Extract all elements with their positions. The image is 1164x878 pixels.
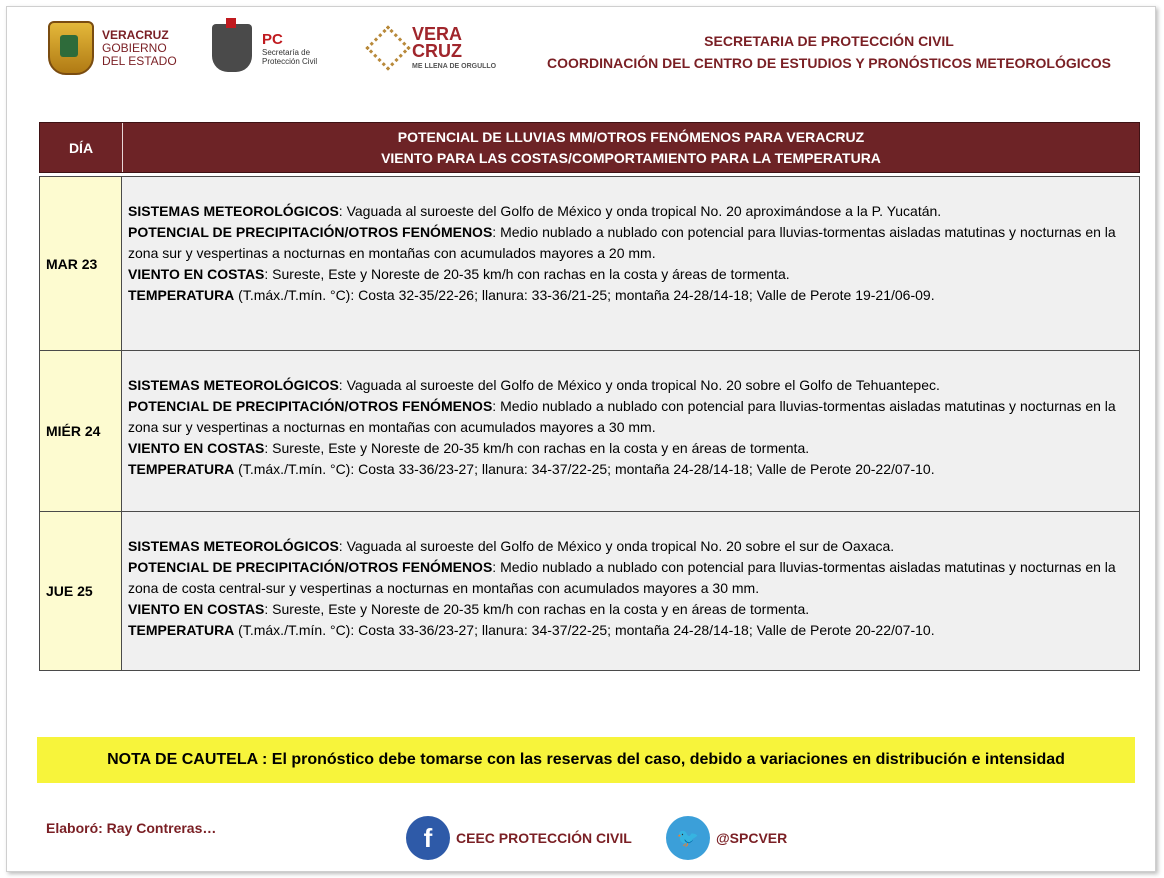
table-row [40,177,1139,351]
precip-label: POTENCIAL DE PRECIPITACIÓN/OTROS FENÓMENOS [128,559,493,575]
precip-text: : Medio nublado a nublado con potencial para lluvias-tormentas aisladas matutinas y nocturnas en la zona sur y vespertinas a nocturnas en montañas con acumulados mayores a 20 mm. [128,224,1116,261]
day-cell: MAR 23 [40,177,122,350]
vc-logo-tagline: ME LLENA DE ORGULLO [412,63,497,70]
table-row [40,351,1139,512]
twitter-label: @SPCVER [716,830,788,846]
systems-text: : Vaguada al suroeste del Golfo de México y onda tropical No. 20 sobre el sur de Oaxaca. [338,538,895,554]
wind-text: : Sureste, Este y Noreste de 20-35 km/h con rachas en la costa y en áreas de tormenta. [264,601,810,617]
wind-label: VIENTO EN COSTAS [128,601,265,617]
veracruz-logo-line1: VERACRUZ [102,27,169,42]
facebook-link[interactable] [406,816,632,860]
veracruz-logo [48,18,177,78]
forecast-table [39,176,1140,671]
author-credit: Elaboró: Ray Contreras… [46,820,217,836]
veracruz-orgullo-logo [372,18,496,78]
caution-note: NOTA DE CAUTELA : El pronóstico debe tomarse con las reservas del caso, debido a variaciones en distribución e intensidad [37,737,1135,783]
forecast-cell [122,177,1139,350]
systems-text: : Vaguada al suroeste del Golfo de México y onda tropical No. 20 aproximándose a la P. Yucatán. [338,203,942,219]
org-line1: SECRETARIA DE PROTECCIÓN CIVIL [704,33,954,49]
table-row [40,512,1139,670]
vc-logo-line2: CRUZ [412,41,462,61]
wind-label: VIENTO EN COSTAS [128,266,265,282]
wind-text: : Sureste, Este y Noreste de 20-35 km/h con rachas en la costa y en áreas de tormenta. [264,440,810,456]
systems-label: SISTEMAS METEOROLÓGICOS [128,203,339,219]
temperature-label: TEMPERATURA [128,622,235,638]
column-header-line1: POTENCIAL DE LLUVIAS MM/OTROS FENÓMENOS PARA VERACRUZ [397,128,865,145]
temperature-text: (T.máx./T.mín. °C): Costa 32-35/22-26; llanura: 33-36/21-25; montaña 24-28/14-18; Valle de Perote 19-21/06-09. [234,287,935,303]
table-header [39,122,1140,173]
wind-label: VIENTO EN COSTAS [128,440,265,456]
systems-label: SISTEMAS METEOROLÓGICOS [128,377,339,393]
precip-label: POTENCIAL DE PRECIPITACIÓN/OTROS FENÓMENOS [128,224,493,240]
org-line2: COORDINACIÓN DEL CENTRO DE ESTUDIOS Y PRONÓSTICOS METEOROLÓGICOS [547,55,1111,71]
column-header-description [123,123,1139,172]
systems-text: : Vaguada al suroeste del Golfo de México y onda tropical No. 20 sobre el Golfo de Tehuantepec. [338,377,940,393]
precip-text: : Medio nublado a nublado con potencial para lluvias-tormentas aisladas matutinas y nocturnas en la zona de costa central-sur y vespertinas a nocturnas en montañas con acumulados mayores a 30 mm. [128,559,1116,596]
precip-text: : Medio nublado a nublado con potencial para lluvias-tormentas aisladas matutinas y nocturnas en la zona sur y vespertinas a nocturnas en montañas con acumulados mayores a 30 mm. [128,398,1116,435]
pc-shield-icon [212,24,252,72]
twitter-icon: 🐦 [666,816,710,860]
column-header-line2: VIENTO PARA LAS COSTAS/COMPORTAMIENTO PARA LA TEMPERATURA [381,149,881,166]
column-header-day: DÍA [40,123,123,172]
veracruz-logo-line3: DEL ESTADO [102,53,177,68]
temperature-text: (T.máx./T.mín. °C): Costa 33-36/23-27; llanura: 34-37/22-25; montaña 24-28/14-18; Valle de Perote 20-22/07-10. [234,622,935,638]
systems-label: SISTEMAS METEOROLÓGICOS [128,538,339,554]
day-cell: JUE 25 [40,512,122,670]
organization-title [547,30,1111,74]
forecast-cell [122,512,1139,670]
proteccion-civil-logo [212,18,317,78]
facebook-icon: f [406,816,450,860]
temperature-text: (T.máx./T.mín. °C): Costa 33-36/23-27; llanura: 34-37/22-25; montaña 24-28/14-18; Valle de Perote 20-22/07-10. [234,461,935,477]
pc-logo-text: PC [262,30,283,48]
vc-logo-line1: VERA [412,24,463,44]
day-cell: MIÉR 24 [40,351,122,511]
coat-of-arms-icon [48,21,94,75]
pc-logo-line2: Protección Civil [262,56,318,66]
veracruz-logo-line2: GOBIERNO [102,40,167,55]
forecast-cell [122,351,1139,511]
pc-logo-line1: Secretaría de [262,47,311,57]
twitter-link[interactable] [666,816,787,860]
pattern-icon [365,25,410,70]
temperature-label: TEMPERATURA [128,287,235,303]
wind-text: : Sureste, Este y Noreste de 20-35 km/h con rachas en la costa y áreas de tormenta. [264,266,790,282]
temperature-label: TEMPERATURA [128,461,235,477]
precip-label: POTENCIAL DE PRECIPITACIÓN/OTROS FENÓMENOS [128,398,493,414]
facebook-label: CEEC PROTECCIÓN CIVIL [456,830,632,846]
